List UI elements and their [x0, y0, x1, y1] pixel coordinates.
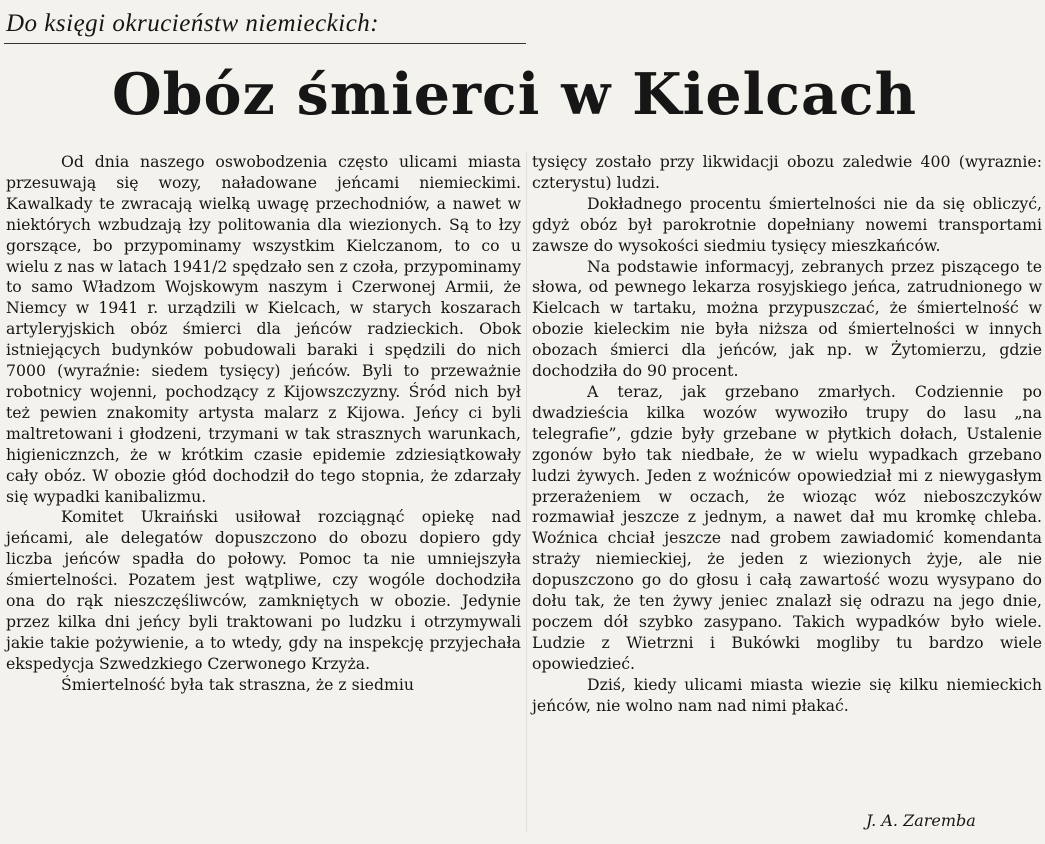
paragraph: Dziś, kiedy ulicami miasta wiezie się kilku niemieckich jeńców, nie wolno nam nad nimi płakać.	[532, 674, 1042, 715]
section-kicker: Do księgi okrucieństw niemieckich:	[6, 10, 380, 37]
column-divider	[526, 152, 527, 832]
right-column	[532, 152, 1042, 716]
article-title: Obóz śmierci w Kielcach	[111, 61, 918, 128]
paragraph: Śmiertelność była tak straszna, że z siedmiu	[61, 674, 415, 694]
paragraph: Na podstawie informacyj, zebranych przez piszącego te słowa, od pewnego lekarza rosyjskiego jeńca, zatrudnionego w Kielcach w tartaku, można przypuszczać, że śmiertelność w obozie kieleckim nie była niższa od śmiertelności w innych obozach śmierci dla jeńców, jak np. w Żytomierzu, gdzie dochodziła do 90 procent.	[532, 256, 1042, 381]
paragraph: Od dnia naszego oswobodzenia często ulicami miasta przesuwają się wozy, naładowane jeńcami niemieckimi. Kawalkady te zwracają wielką uwagę przechodniów, a nawet w niektórych wzbudzają łzy politowania dla wiezionych. Są to łzy gorszące, bo przypominamy wszystkim Kielczanom, to co u wielu z nas w latach 1941/2 spędzało sen z czoła, przypominamy to samo Władzom Wojskowym naszym i Czerwonej Armii, że Niemcy w 1941 r. urządzili w Kielcach, w starych koszarach artyleryjskich obóz śmierci dla jeńców radzieckich. Obok istniejących budynków pobudowali baraki i spędzili do nich 7000 (wyraźnie: siedem tysięcy) jeńców. Byli to przeważnie robotnicy wojenni, pochodzący z Kijowszczyzny. Śród nich był też pewien znakomity artysta malarz z Kijowa. Jeńcy ci byli maltretowani i głodzeni, trzymani w tak strasznych warunkach, higienicznzch, że w krótkim czasie epidemie zdziesiątkowały cały obóz. W obozie głód dochodził do tego stopnia, że zdarzały się wypadki kanibalizmu.	[6, 152, 521, 506]
left-column	[6, 152, 521, 696]
author-signature: J. A. Zaremba	[866, 811, 976, 830]
kicker-underline	[4, 43, 526, 44]
paragraph: Dokładnego procentu śmiertelności nie da się obliczyć, gdyż obóz był parokrotnie dopełniany nowemi transportami zawsze do wysokości siedmiu tysięcy mieszkańców.	[532, 193, 1042, 255]
paragraph: A teraz, jak grzebano zmarłych. Codziennie po dwadzieścia kilka wozów wywoziło trupy do lasu „na telegrafie”, gdzie były grzebane w płytkich dołach, Ustalenie zgonów było tak niedbałe, że w wielu wypadkach grzebano ludzi żywych. Jeden z woźniców opowiedział mi z niewygasłym przerażeniem w oczach, że wioząc wóz nieboszczyków rozmawiał jeszcze z jednym, a nawet dał mu kromkę chleba. Woźnica chciał jeszcze nad grobem zawiadomić komendanta straży niemieckiej, że jeden z wiezionych żyje, ale nie dopuszczono go do głosu i całą zawartość wozu wysypano do dołu tak, że ten żywy jeniec znalazł się odrazu na jego dnie, poczem dół szybko zasypano. Takich wypadków było wiele. Ludzie z Wietrzni i Bukówki mogliby tu bardzo wiele opowiedzieć.	[532, 381, 1042, 673]
paragraph: tysięcy zostało przy likwidacji obozu zaledwie 400 (wyraznie: czterystu) ludzi.	[532, 152, 1042, 192]
paragraph: Komitet Ukraiński usiłował rozciągnąć opiekę nad jeńcami, ale delegatów dopuszczono do obozu dopiero gdy liczba jeńców spadła do połowy. Pomoc ta nie umniejszyła śmiertelności. Pozatem jest wątpliwe, czy wogóle dochodziła ona do rąk nieszczęśliwców, zamkniętych w obozie. Jedynie przez kilka dni jeńcy byli traktowani po ludzku i otrzymywali jakie takie pożywienie, a to wtedy, gdy na inspekcję przyjechała ekspedycja Szwedzkiego Czerwonego Krzyża.	[6, 507, 521, 673]
